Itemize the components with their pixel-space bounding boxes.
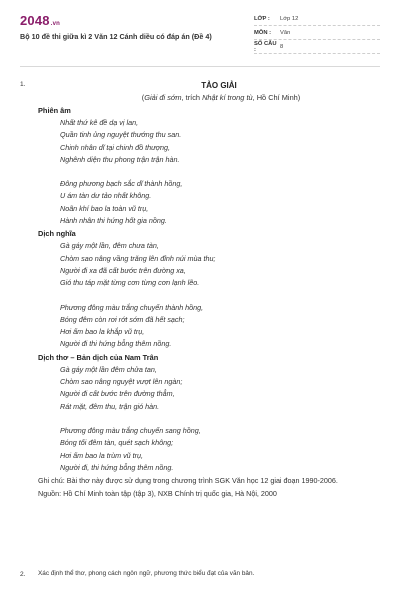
subtitle-part: (: [141, 93, 145, 102]
poem-line: Người đi cất bước trên đường thẳm,: [60, 389, 175, 399]
poem-line: Người đi, thi hứng bỗng thêm nồng.: [60, 462, 174, 472]
meta-label: MÔN :: [254, 29, 272, 36]
stanza-gap: [38, 413, 380, 425]
poem-line: Phương đông màu trắng chuyển thành hồng,: [60, 302, 204, 312]
stanza-gap: [38, 166, 380, 178]
poem-line: Người đi xa đã cất bước trên đường xa,: [60, 265, 186, 275]
question-content: [38, 80, 380, 500]
meta-label: LỚP :: [254, 15, 270, 22]
subtitle-source: Nhật kí trong tù: [202, 93, 253, 102]
poem-line: Bóng tối đêm tàn, quét sạch không;: [60, 438, 174, 448]
stanza: [60, 240, 380, 289]
poem-line: Hơi ấm bao la khắp vũ trụ,: [60, 327, 145, 337]
meta-row-subject: [254, 26, 380, 40]
question-number: 2.: [20, 571, 26, 578]
meta-value: 8: [280, 43, 284, 50]
poem-line: Phương đông màu trắng chuyển sang hồng,: [60, 425, 201, 435]
poem-line: Gà gáy một lần, đêm chưa tàn,: [60, 241, 159, 251]
note-text: Ghi chú: Bài thơ này được sử dụng trong chương trình SGK Văn học 12 giai đoạn 1990-2006.: [38, 476, 338, 486]
poem-line: Nhất thứ kê đề dạ vị lan,: [60, 118, 139, 127]
poem-line: Chòm sao nâng vầng trăng lên đỉnh núi mùa thu;: [60, 253, 216, 263]
logo-suffix: .vn: [50, 21, 61, 27]
document-title: Bộ 10 đề thi giữa kì 2 Văn 12 Cánh diều có đáp án (Đề 4): [20, 32, 212, 41]
poem-line: Người đi thi hứng bỗng thêm nồng.: [60, 339, 172, 349]
stanza: [60, 425, 380, 474]
poem-line: Quần tinh ủng nguyệt thướng thu san.: [60, 130, 182, 140]
source-text: Nguồn: Hồ Chí Minh toàn tập (tập 3), NXB Chính trị quốc gia, Hà Nội, 2000: [38, 489, 277, 499]
subtitle-part: , Hồ Chí Minh): [252, 93, 301, 102]
logo-text: 2048: [20, 13, 50, 28]
poem-line: Đông phương bạch sắc dĩ thành hồng,: [60, 179, 183, 189]
poem-line: Bóng đêm còn rơi rớt sớm đã hết sạch;: [60, 314, 185, 324]
meta-value: Lớp 12: [280, 15, 299, 22]
meta-row-class: [254, 12, 380, 26]
stanza-gap: [38, 290, 380, 302]
poem-line: Hành nhân thi hứng hốt gia nồng.: [60, 216, 167, 226]
question-number: 1.: [20, 81, 26, 88]
header-divider: [20, 66, 380, 67]
page-header: [0, 0, 400, 62]
stanza: [60, 302, 380, 351]
meta-label: SỐ CÂU :: [254, 40, 277, 53]
section-heading: Dịch thơ – Bản dịch của Nam Trân: [38, 352, 159, 362]
meta-row-count: [254, 40, 380, 54]
subtitle-work: Giải đi sớm: [144, 93, 182, 102]
poem-line: Nghênh diện thu phong trận trận hàn.: [60, 154, 180, 164]
poem-line: Hơi ấm bao la trùm vũ trụ,: [60, 450, 144, 460]
section-heading: Phiên âm: [38, 106, 71, 115]
question-text: Xác định thể thơ, phong cách ngôn ngữ, phương thức biểu đạt của văn bản.: [38, 570, 255, 577]
poem-line: Chòm sao nâng nguyệt vượt lên ngàn;: [60, 377, 183, 387]
poem-line: Chinh nhân dĩ tại chinh đồ thượng,: [60, 142, 170, 152]
subtitle-part: , trích: [181, 93, 203, 102]
poem-line: Gà gáy một lần đêm chửa tan,: [60, 364, 157, 374]
site-logo[interactable]: [20, 13, 60, 28]
meta-info: [254, 12, 380, 54]
poem-line: U ám tàn dư tảo nhất không.: [60, 191, 152, 201]
stanza: [60, 178, 380, 227]
section-heading: Dịch nghĩa: [38, 229, 76, 239]
poem-line: Gió thu táp mặt từng cơn từng cơn lạnh lẽo.: [60, 278, 200, 288]
stanza: [60, 117, 380, 166]
meta-value: Văn: [280, 29, 291, 36]
poem-subtitle: [38, 92, 380, 104]
poem-line: Noãn khí bao la toàn vũ trụ,: [60, 203, 149, 213]
poem-line: Rát mặt, đêm thu, trận gió hàn.: [60, 401, 160, 411]
stanza: [60, 364, 380, 413]
poem-title: TẢO GIẢI: [201, 81, 237, 90]
